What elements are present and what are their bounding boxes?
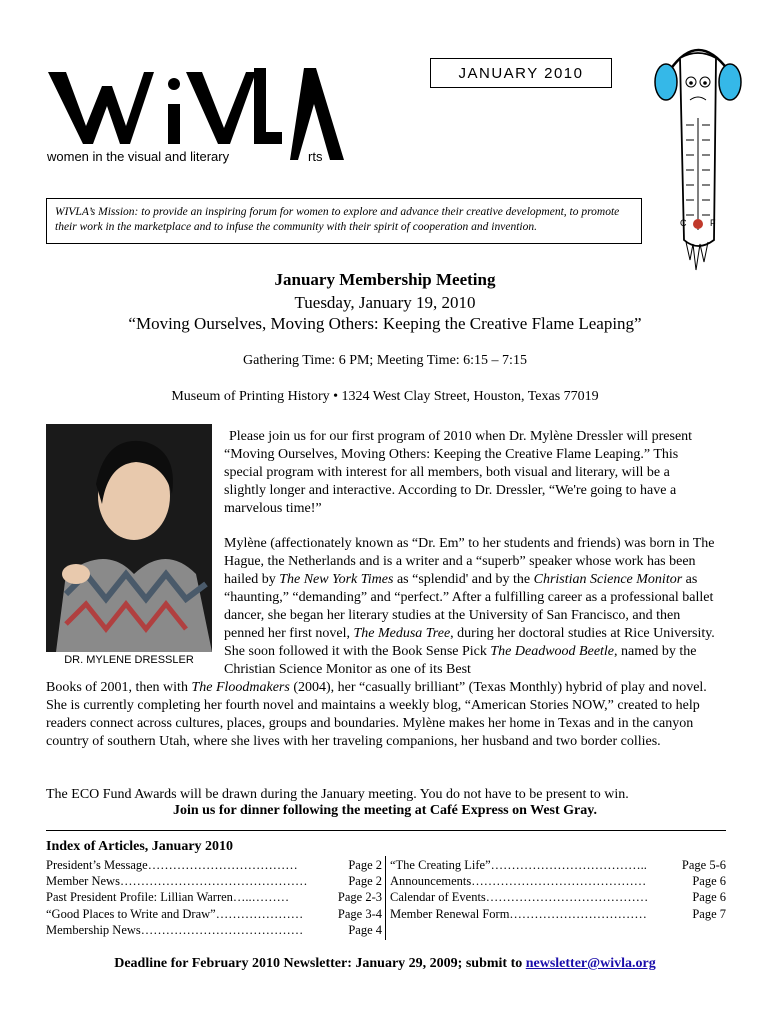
divider <box>46 830 726 831</box>
logo-tagline-end: rts <box>308 149 323 164</box>
article-paragraph-2: Mylène (affectionately known as “Dr. Em” to her students and friends) was born in The Hague, the Netherlands and is a writer and a “superb” speaker whose work has been hailed by The New York Times as “splendid' and by the Christian Science Monitor as “haunting,” “demanding” and “perfect.” After a fulfilling career as a professional ballet dancer, she began her literary studies at the University of San Francisco, and then penned her first novel, The Medusa Tree, during her doctoral studies at Rice University. She soon followed it with the Book Sense Pick The Deadwood Beetle, named by the Christian Science Monitor as one of its Best <box>224 536 715 677</box>
mission-statement: WIVLA’s Mission: to provide an inspiring forum for women to explore and advance their creative development, to promote their work in the marketplace and to infuse the community with their spirit of cooperation and invention. <box>46 198 642 244</box>
article-paragraph-3: Books of 2001, then with The Floodmakers (2004), her “casually brilliant” (Texas Monthly) hybrid of play and novel. She is currently completing her fourth novel and maintains a weekly blog, “American Stories NOW,” created to help readers connect across cultures, places, groups and boundaries. Mylène makes her home in Texas and in the canyon country of southern Utah, where she lives with her traveling companions, her husband and two border collies. <box>46 680 707 749</box>
index-item: “The Creating Life”……………………………….. Page 5-6 <box>390 858 726 872</box>
index-item: President’s Message……………………………… Page 2 <box>46 858 382 872</box>
nyt-title: The New York Times <box>279 572 394 587</box>
meeting-date: Tuesday, January 19, 2010 <box>294 293 476 312</box>
index-item: “Good Places to Write and Draw”………………… Page 3-4 <box>46 906 382 921</box>
index-item: Calendar of Events………………………………… Page 6 <box>390 890 726 905</box>
index-item: Member Renewal Form…………………………… Page 7 <box>390 906 726 921</box>
meeting-title: January Membership Meeting <box>274 270 496 289</box>
newsletter-deadline: Deadline for February 2010 Newsletter: January 29, 2009; submit to newsletter@wivla.org <box>114 956 656 971</box>
thermometer-icon <box>650 30 746 275</box>
index-left-column <box>46 857 382 938</box>
eco-fund-notice: The ECO Fund Awards will be drawn during the January meeting. You do not have to be present to win. <box>46 787 629 802</box>
index-item: Member News……………………………………… Page 2 <box>46 874 382 889</box>
index-right-column <box>390 857 726 922</box>
csm-title: Christian Science Monitor <box>533 572 683 587</box>
article-paragraph-1: Please join us for our first program of 2010 when Dr. Mylène Dressler will present “Moving Ourselves, Moving Others: Keeping the Creative Flame Leaping.” This special program with interest for all members, both visual and literary, will be a slightly longer and interactive. According to Dr. Dressler, “We're going to have a marvelous time!” <box>224 429 693 516</box>
speaker-photo <box>46 424 212 652</box>
index-item: Past President Profile: Lillian Warren…..……… Page 2-3 <box>46 890 382 905</box>
index-title: Index of Articles, January 2010 <box>46 839 234 854</box>
index-column-divider <box>385 856 386 940</box>
celsius-label: C <box>680 218 687 228</box>
newsletter-email-link[interactable]: newsletter@wivla.org <box>525 956 656 971</box>
meeting-location: Museum of Printing History • 1324 West Clay Street, Houston, Texas 77019 <box>171 389 599 404</box>
medusa-title: The Medusa Tree <box>353 626 451 641</box>
issue-date: JANUARY 2010 <box>430 58 612 88</box>
meeting-program: “Moving Ourselves, Moving Others: Keeping the Creative Flame Leaping” <box>128 314 642 333</box>
logo-tagline: women in the visual and literary <box>47 149 230 164</box>
meeting-times: Gathering Time: 6 PM; Meeting Time: 6:15 – 7:15 <box>243 353 527 368</box>
index-item: Announcements…………………………………… Page 6 <box>390 874 726 889</box>
fahrenheit-label: F <box>710 218 716 228</box>
photo-caption: DR. MYLENE DRESSLER <box>64 654 194 666</box>
floodmakers-title: The Floodmakers <box>191 680 290 695</box>
beetle-title: The Deadwood Beetle <box>490 644 615 659</box>
dinner-notice: Join us for dinner following the meeting at Café Express on West Gray. <box>172 803 598 818</box>
index-item: Membership News………………………………… Page 4 <box>46 922 382 937</box>
